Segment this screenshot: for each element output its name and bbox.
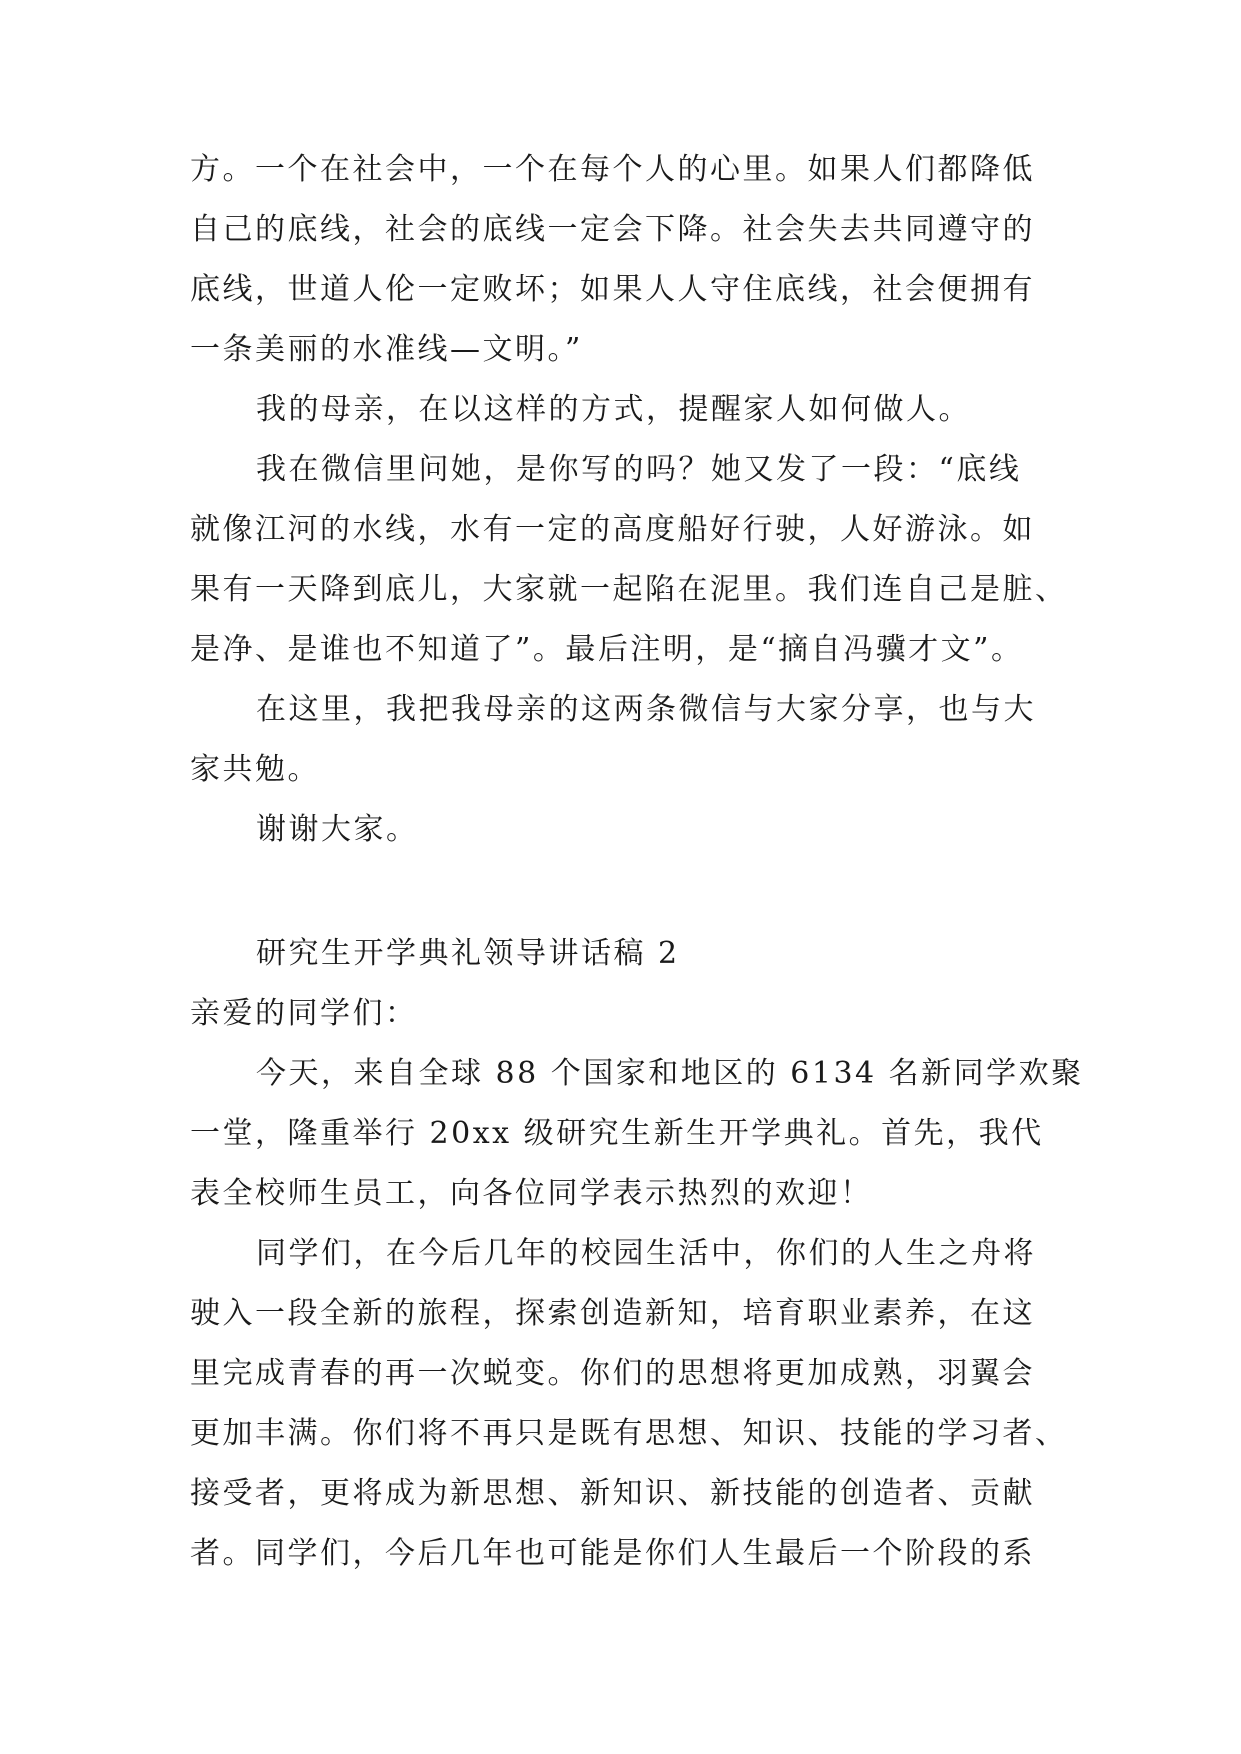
section-title: 研究生开学典礼领导讲话稿 2 bbox=[256, 936, 680, 971]
text-line: 是净、是谁也不知道了”。最后注明，是“摘自冯骥才文”。 bbox=[190, 632, 1024, 667]
text-line: 自己的底线，社会的底线一定会下降。社会失去共同遵守的 bbox=[190, 212, 1035, 247]
salutation: 亲爱的同学们： bbox=[190, 996, 418, 1031]
text-line: 果有一天降到底儿，大家就一起陷在泥里。我们连自己是脏、 bbox=[190, 572, 1068, 607]
text-line: 就像江河的水线，水有一定的高度船好行驶，人好游泳。如 bbox=[190, 512, 1035, 547]
text-line: 表全校师生员工，向各位同学表示热烈的欢迎！ bbox=[190, 1176, 873, 1211]
text-line: 家共勉。 bbox=[190, 752, 320, 787]
paragraph-start: 谢谢大家。 bbox=[256, 812, 419, 847]
text-line: 更加丰满。你们将不再只是既有思想、知识、技能的学习者、 bbox=[190, 1416, 1068, 1451]
text-line: 接受者，更将成为新思想、新知识、新技能的创造者、贡献 bbox=[190, 1476, 1035, 1511]
paragraph-start: 同学们，在今后几年的校园生活中，你们的人生之舟将 bbox=[256, 1236, 1036, 1271]
text-line: 一堂，隆重举行 20xx 级研究生新生开学典礼。首先，我代 bbox=[190, 1116, 1044, 1151]
paragraph-start: 我的母亲，在以这样的方式，提醒家人如何做人。 bbox=[256, 392, 971, 427]
text-line: 驶入一段全新的旅程，探索创造新知，培育职业素养，在这 bbox=[190, 1296, 1035, 1331]
paragraph-start: 我在微信里问她，是你写的吗？她又发了一段：“底线 bbox=[256, 452, 1022, 487]
text-line: 底线，世道人伦一定败坏；如果人人守住底线，社会便拥有 bbox=[190, 272, 1035, 307]
paragraph-start: 今天，来自全球 88 个国家和地区的 6134 名新同学欢聚 bbox=[256, 1056, 1084, 1091]
text-line: 一条美丽的水准线—文明。” bbox=[190, 332, 583, 367]
text-line: 方。一个在社会中，一个在每个人的心里。如果人们都降低 bbox=[190, 152, 1035, 187]
paragraph-start: 在这里，我把我母亲的这两条微信与大家分享，也与大 bbox=[256, 692, 1036, 727]
text-line: 者。同学们，今后几年也可能是你们人生最后一个阶段的系 bbox=[190, 1536, 1035, 1571]
text-line: 里完成青春的再一次蜕变。你们的思想将更加成熟，羽翼会 bbox=[190, 1356, 1035, 1391]
